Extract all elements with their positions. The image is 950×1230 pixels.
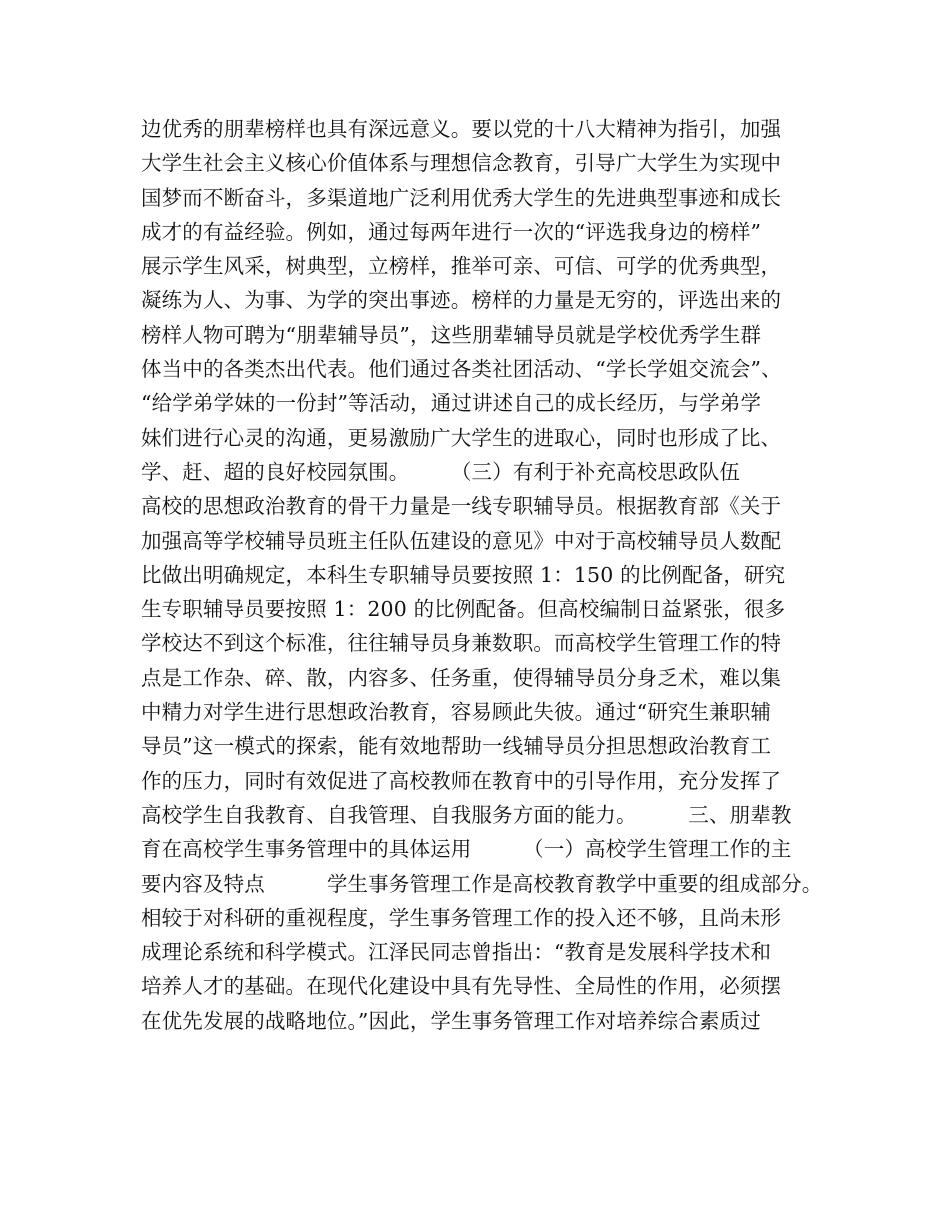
text-line: 生专职辅导员要按照 1：200 的比例配备。但高校编制日益紧张，很多 xyxy=(141,597,786,622)
text-line: 国梦而不断奋斗，多渠道地广泛利用优秀大学生的先进典型事迹和成长 xyxy=(141,185,782,210)
text-line: 学校达不到这个标准，往往辅导员身兼数职。而高校学生管理工作的特 xyxy=(141,631,782,656)
text-line: 中精力对学生进行思想政治教育，容易顾此失彼。通过“研究生兼职辅 xyxy=(141,700,772,725)
text-line: 导员”这一模式的探索，能有效地帮助一线辅导员分担思想政治教育工 xyxy=(141,734,772,759)
text-line: 大学生社会主义核心价值体系与理想信念教育，引导广大学生为实现中 xyxy=(141,151,782,176)
text-line: 凝练为人、为事、为学的突出事迹。榜样的力量是无穷的，评选出来的 xyxy=(141,288,782,313)
text-line: 比做出明确规定，本科生专职辅导员要按照 1：150 的比例配备，研究 xyxy=(141,562,786,587)
text-line: 展示学生风采，树典型，立榜样，推举可亲、可信、可学的优秀典型， xyxy=(141,254,782,279)
body-text xyxy=(141,112,831,1038)
text-line: “给学弟学妹的一份封”等活动，通过讲述自己的成长经历，与学弟学 xyxy=(141,391,762,416)
text-line: 高校学生自我教育、自我管理、自我服务方面的能力。 三、朋辈教 xyxy=(141,802,792,827)
text-line: 点是工作杂、碎、散，内容多、任务重，使得辅导员分身乏术，难以集 xyxy=(141,665,782,690)
text-line: 培养人才的基础。在现代化建设中具有先导性、全局性的作用，必须摆 xyxy=(141,974,782,999)
text-line: 学、赶、超的良好校园氛围。 （三）有利于补充高校思政队伍 xyxy=(141,459,740,484)
text-line: 成理论系统和科学模式。江泽民同志曾指出：“教育是发展科学技术和 xyxy=(141,940,772,965)
text-line: 加强高等学校辅导员班主任队伍建设的意见》中对于高校辅导员人数配 xyxy=(141,528,782,553)
text-line: 育在高校学生事务管理中的具体运用 （一）高校学生管理工作的主 xyxy=(141,837,792,862)
text-line: 高校的思想政治教育的骨干力量是一线专职辅导员。根据教育部《关于 xyxy=(141,494,782,519)
text-line: 体当中的各类杰出代表。他们通过各类社团活动、“学长学姐交流会”、 xyxy=(141,357,782,382)
text-line: 边优秀的朋辈榜样也具有深远意义。要以党的十八大精神为指引，加强 xyxy=(141,117,782,141)
text-line: 相较于对科研的重视程度，学生事务管理工作的投入还不够，且尚未形 xyxy=(141,905,782,930)
text-line: 作的压力，同时有效促进了高校教师在教育中的引导作用，充分发挥了 xyxy=(141,768,782,793)
text-line: 要内容及特点 学生事务管理工作是高校教育教学中重要的组成部分。 xyxy=(141,871,823,896)
text-line: 妹们进行心灵的沟通，更易激励广大学生的进取心，同时也形成了比、 xyxy=(141,425,782,450)
text-line: 在优先发展的战略地位。”因此，学生事务管理工作对培养综合素质过 xyxy=(141,1008,761,1033)
text-line: 成才的有益经验。例如，通过每两年进行一次的“评选我身边的榜样” xyxy=(141,219,762,244)
text-line: 榜样人物可聘为“朋辈辅导员”，这些朋辈辅导员就是学校优秀学生群 xyxy=(141,322,762,347)
